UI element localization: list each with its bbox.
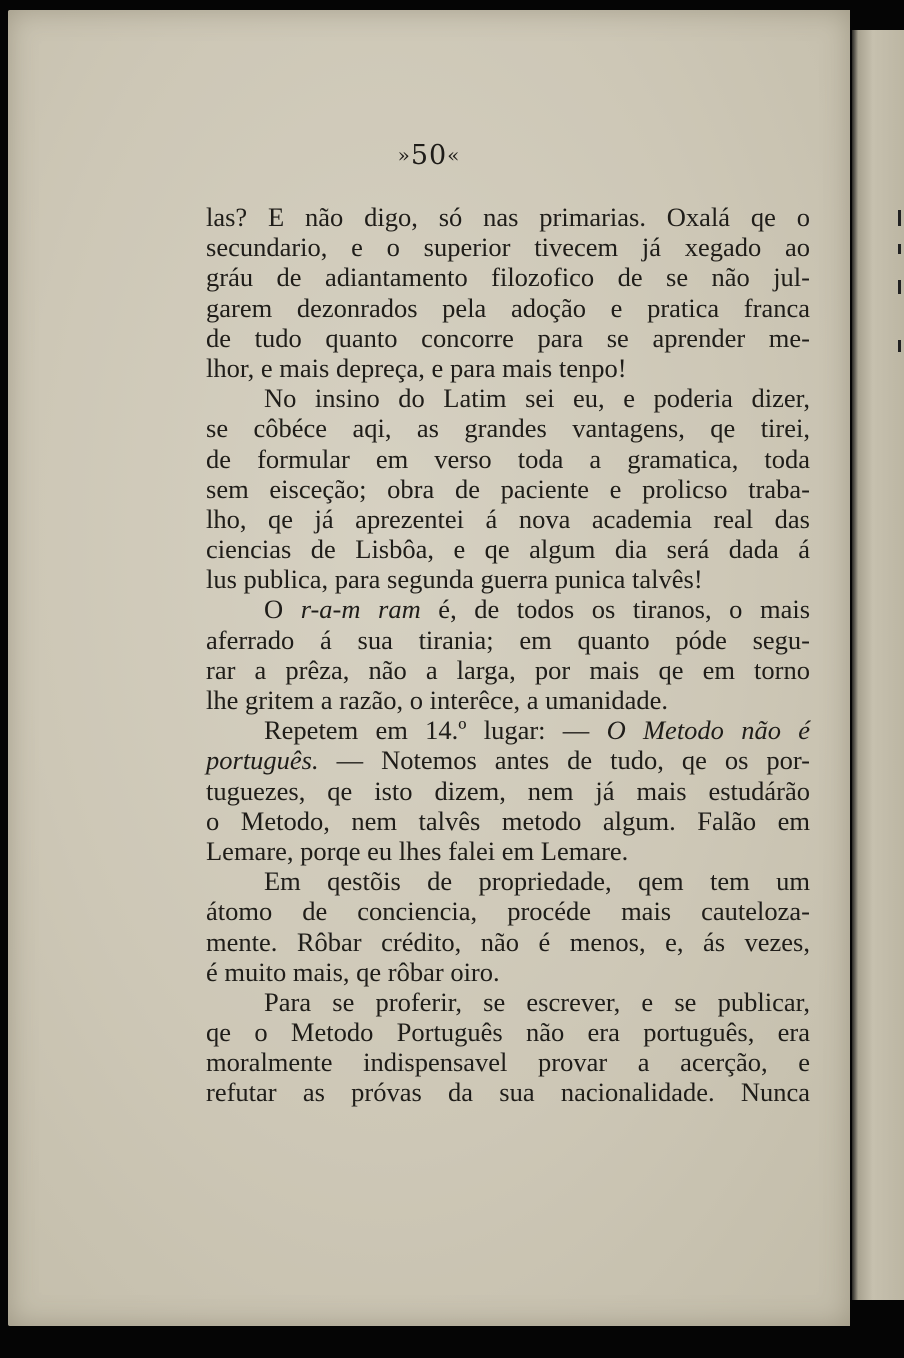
- body-text: [206, 202, 810, 1108]
- text-segment: garem dezonrados pela adoção e pratica franca: [206, 292, 810, 323]
- book-page: [8, 10, 850, 1326]
- text-line: [206, 625, 810, 655]
- text-line: [206, 715, 810, 745]
- text-line: [206, 685, 810, 715]
- text-line: [206, 262, 810, 292]
- text-segment: lho, qe já aprezentei á nova academia real das: [206, 503, 810, 534]
- text-segment: aferrado á sua tirania; em quanto póde segu-: [206, 624, 810, 655]
- text-line: [206, 293, 810, 323]
- text-line: [206, 655, 810, 685]
- text-line: [206, 444, 810, 474]
- header-ornament-right: «: [447, 143, 461, 167]
- text-line: [206, 202, 810, 232]
- text-segment: Para se proferir, se escrever, e se publicar,: [264, 986, 810, 1017]
- text-segment: de formular em verso toda a gramatica, toda: [206, 443, 810, 474]
- text-line: [206, 413, 810, 443]
- text-segment: O: [264, 594, 301, 625]
- text-line: [206, 323, 810, 353]
- text-segment: refutar as próvas da sua nacionalidade. Nunca: [206, 1077, 810, 1108]
- text-segment: Em qestõis de propriedade, qem tem um: [264, 866, 810, 897]
- text-line: [206, 1047, 810, 1077]
- facing-page-mark: [898, 340, 901, 352]
- text-line: [206, 534, 810, 564]
- text-line: [206, 927, 810, 957]
- text-line: [206, 836, 810, 866]
- text-segment: lus publica, para segunda guerra punica talvês!: [206, 564, 703, 595]
- text-line: [206, 776, 810, 806]
- facing-page-edge: [852, 30, 904, 1300]
- header-ornament-left: »: [397, 143, 411, 167]
- text-segment: qe o Metodo Português não era português, era: [206, 1017, 810, 1048]
- text-line: [206, 987, 810, 1017]
- text-segment: gráu de adiantamento filozofico de se não jul-: [206, 262, 810, 293]
- text-line: [206, 1017, 810, 1047]
- text-line: [206, 564, 810, 594]
- text-segment: o Metodo, nem talvês metodo algum. Falão em: [206, 805, 810, 836]
- text-line: [206, 353, 810, 383]
- text-line: [206, 504, 810, 534]
- text-segment: de tudo quanto concorre para se aprender me-: [206, 322, 810, 353]
- text-segment: Lemare, porqe eu lhes falei em Lemare.: [206, 835, 629, 866]
- text-line: [206, 383, 810, 413]
- page-header: [8, 140, 850, 171]
- text-segment: se côbéce aqi, as grandes vantagens, qe tirei,: [206, 413, 810, 444]
- text-segment: rar a prêza, não a larga, por mais qe em torno: [206, 654, 810, 685]
- text-segment: átomo de conciencia, procéde mais cauteloza-: [206, 896, 810, 927]
- facing-page-mark: [898, 210, 901, 226]
- text-line: [206, 806, 810, 836]
- text-segment: moralmente indispensavel provar a acerção, e: [206, 1047, 810, 1078]
- text-line: [206, 232, 810, 262]
- text-segment: é muito mais, qe rôbar oiro.: [206, 956, 500, 987]
- text-segment: Repetem em 14.º lugar: —: [264, 715, 607, 746]
- text-line: [206, 866, 810, 896]
- facing-page-mark: [898, 280, 901, 294]
- text-line: [206, 745, 810, 775]
- text-line: [206, 957, 810, 987]
- text-line: [206, 594, 810, 624]
- text-segment: secundario, e o superior tivecem já xegado ao: [206, 232, 810, 263]
- text-line: [206, 1077, 810, 1107]
- italic-text: O Metodo não é: [606, 715, 810, 746]
- page-number: 50: [410, 140, 448, 171]
- text-line: [206, 474, 810, 504]
- text-line: [206, 896, 810, 926]
- italic-text: português.: [206, 745, 319, 776]
- text-segment: lhor, e mais depreça, e para mais tenpo!: [206, 352, 627, 383]
- text-segment: mente. Rôbar crédito, não é menos, e, ás vezes,: [206, 926, 810, 957]
- text-segment: tuguezes, qe isto dizem, nem já mais estudárão: [206, 775, 810, 806]
- text-segment: é, de todos os tiranos, o mais: [420, 594, 811, 625]
- text-segment: No insino do Latim sei eu, e poderia dizer,: [264, 383, 810, 414]
- text-segment: — Notemos antes de tudo, qe os por-: [318, 745, 810, 776]
- text-segment: sem eisceção; obra de paciente e prolicso traba-: [206, 473, 810, 504]
- facing-page-mark: [898, 244, 901, 254]
- text-segment: lhe gritem a razão, o interêce, a umanidade.: [206, 685, 669, 715]
- text-segment: las? E não digo, só nas primarias. Oxalá qe o: [206, 202, 810, 232]
- text-segment: ciencias de Lisbôa, e qe algum dia será dada á: [206, 534, 810, 565]
- italic-text: r-a-m ram: [300, 594, 421, 625]
